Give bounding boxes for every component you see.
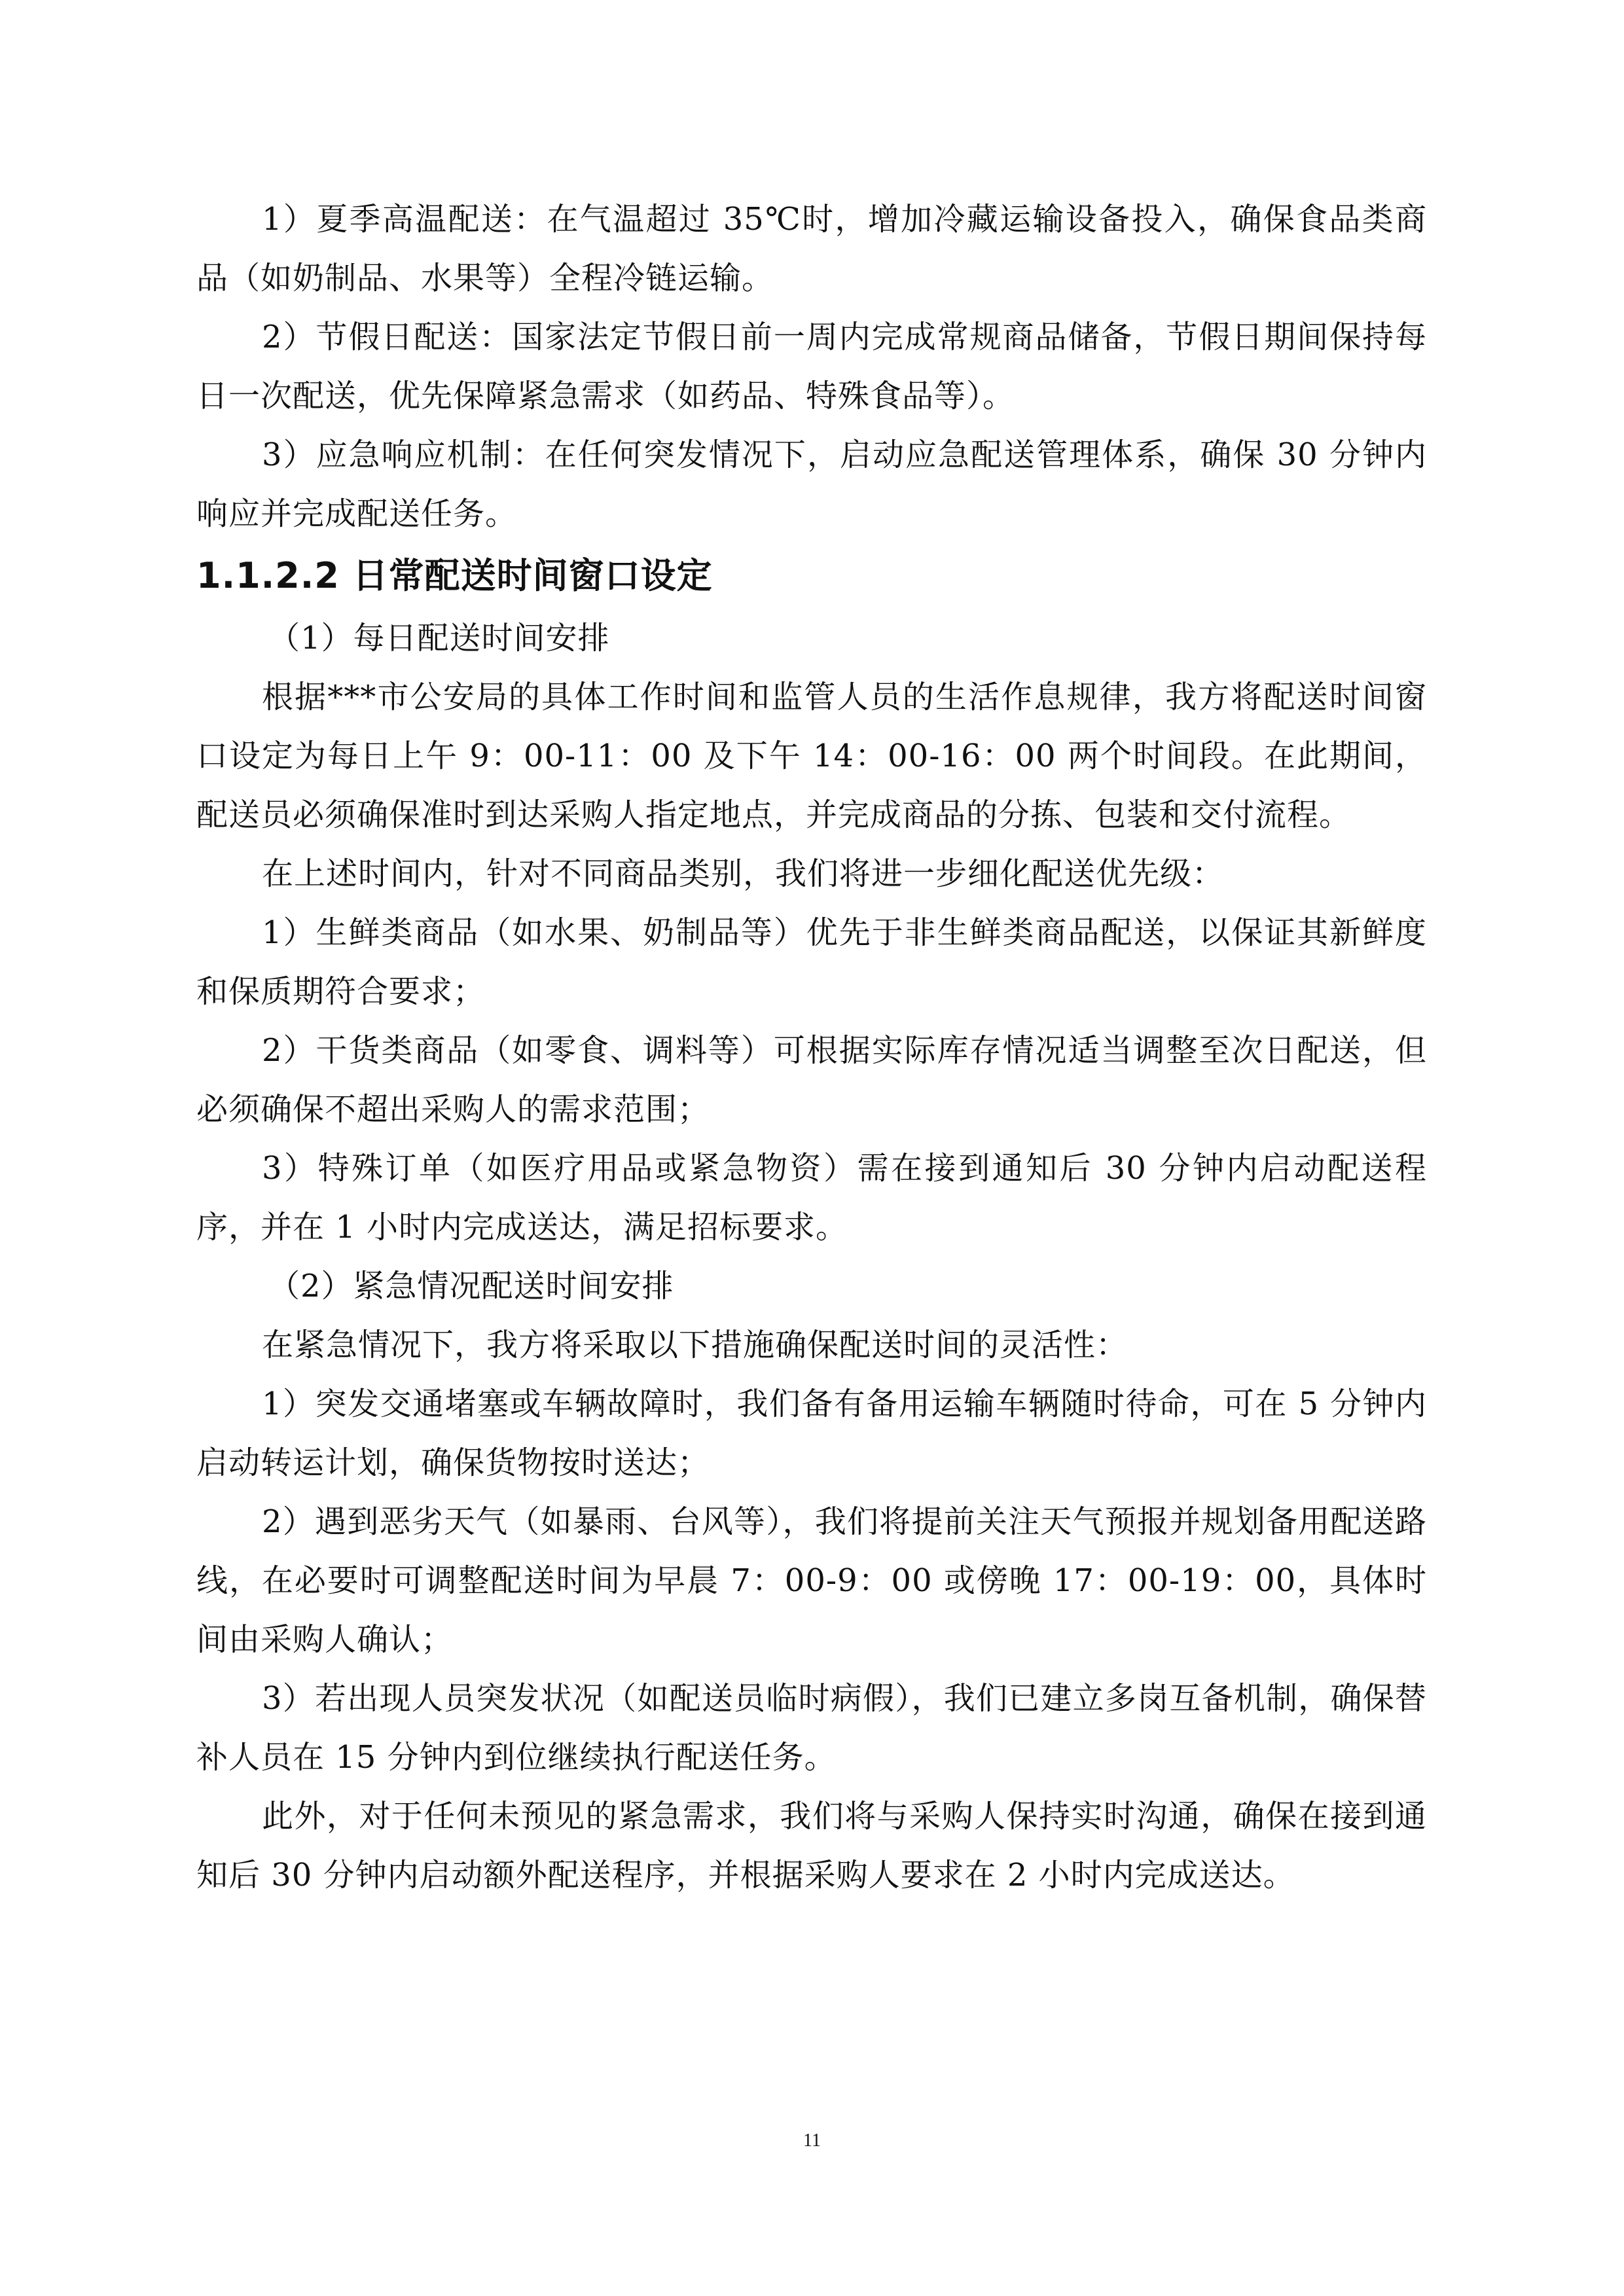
subsection-1-title: （1）每日配送时间安排 [268, 620, 610, 656]
paragraph-emergency-intro: 在紧急情况下，我方将采取以下措施确保配送时间的灵活性： [262, 1327, 1128, 1363]
paragraph-unforeseen-needs: 此外，对于任何未预见的紧急需求，我们将与采购人保持实时沟通，确保在接到通知后 30 分钟内启动额外配送程序，并根据采购人要求在 2 小时内完成送达。 [196, 1798, 1427, 1893]
paragraph-traffic-jam: 1）突发交通堵塞或车辆故障时，我们备有备用运输车辆随时待命，可在 5 分钟内启动转运计划，确保货物按时送达； [196, 1386, 1427, 1481]
paragraph-bad-weather: 2）遇到恶劣天气（如暴雨、台风等），我们将提前关注天气预报并规划备用配送路线，在必要时可调整配送时间为早晨 7：00-9：00 或傍晚 17：00-19：00，具体时间由采购人确认； [196, 1503, 1427, 1658]
document-page [196, 190, 1427, 1905]
paragraph-daily-window: 根据***市公安局的具体工作时间和监管人员的生活作息规律，我方将配送时间窗口设定为每日上午 9：00-11：00 及下午 14：00-16：00 两个时间段。在此期间，配送员必须确保准时到达采购人指定地点，并完成商品的分拣、包装和交付流程。 [196, 679, 1427, 833]
paragraph-dry-goods: 2）干货类商品（如零食、调料等）可根据实际库存情况适当调整至次日配送，但必须确保不超出采购人的需求范围； [196, 1032, 1427, 1128]
paragraph-priority-intro: 在上述时间内，针对不同商品类别，我们将进一步细化配送优先级： [262, 855, 1225, 892]
paragraph-summer-delivery: 1）夏季高温配送：在气温超过 35℃时，增加冷藏运输设备投入，确保食品类商品（如奶制品、水果等）全程冷链运输。 [196, 201, 1427, 296]
subsection-2-title: （2）紧急情况配送时间安排 [268, 1268, 674, 1304]
section-heading: 1.1.2.2 日常配送时间窗口设定 [196, 555, 713, 596]
paragraph-holiday-delivery: 2）节假日配送：国家法定节假日前一周内完成常规商品储备，节假日期间保持每日一次配送，优先保障紧急需求（如药品、特殊食品等）。 [196, 319, 1427, 414]
paragraph-special-orders: 3）特殊订单（如医疗用品或紧急物资）需在接到通知后 30 分钟内启动配送程序，并在 1 小时内完成送达，满足招标要求。 [196, 1150, 1427, 1246]
page-number: 11 [803, 2130, 821, 2151]
paragraph-staff-backup: 3）若出现人员突发状况（如配送员临时病假），我们已建立多岗互备机制，确保替补人员在 15 分钟内到位继续执行配送任务。 [196, 1680, 1427, 1776]
paragraph-fresh-goods: 1）生鲜类商品（如水果、奶制品等）优先于非生鲜类商品配送，以保证其新鲜度和保质期符合要求； [196, 914, 1427, 1010]
paragraph-emergency-response: 3）应急响应机制：在任何突发情况下，启动应急配送管理体系，确保 30 分钟内响应并完成配送任务。 [196, 437, 1427, 532]
